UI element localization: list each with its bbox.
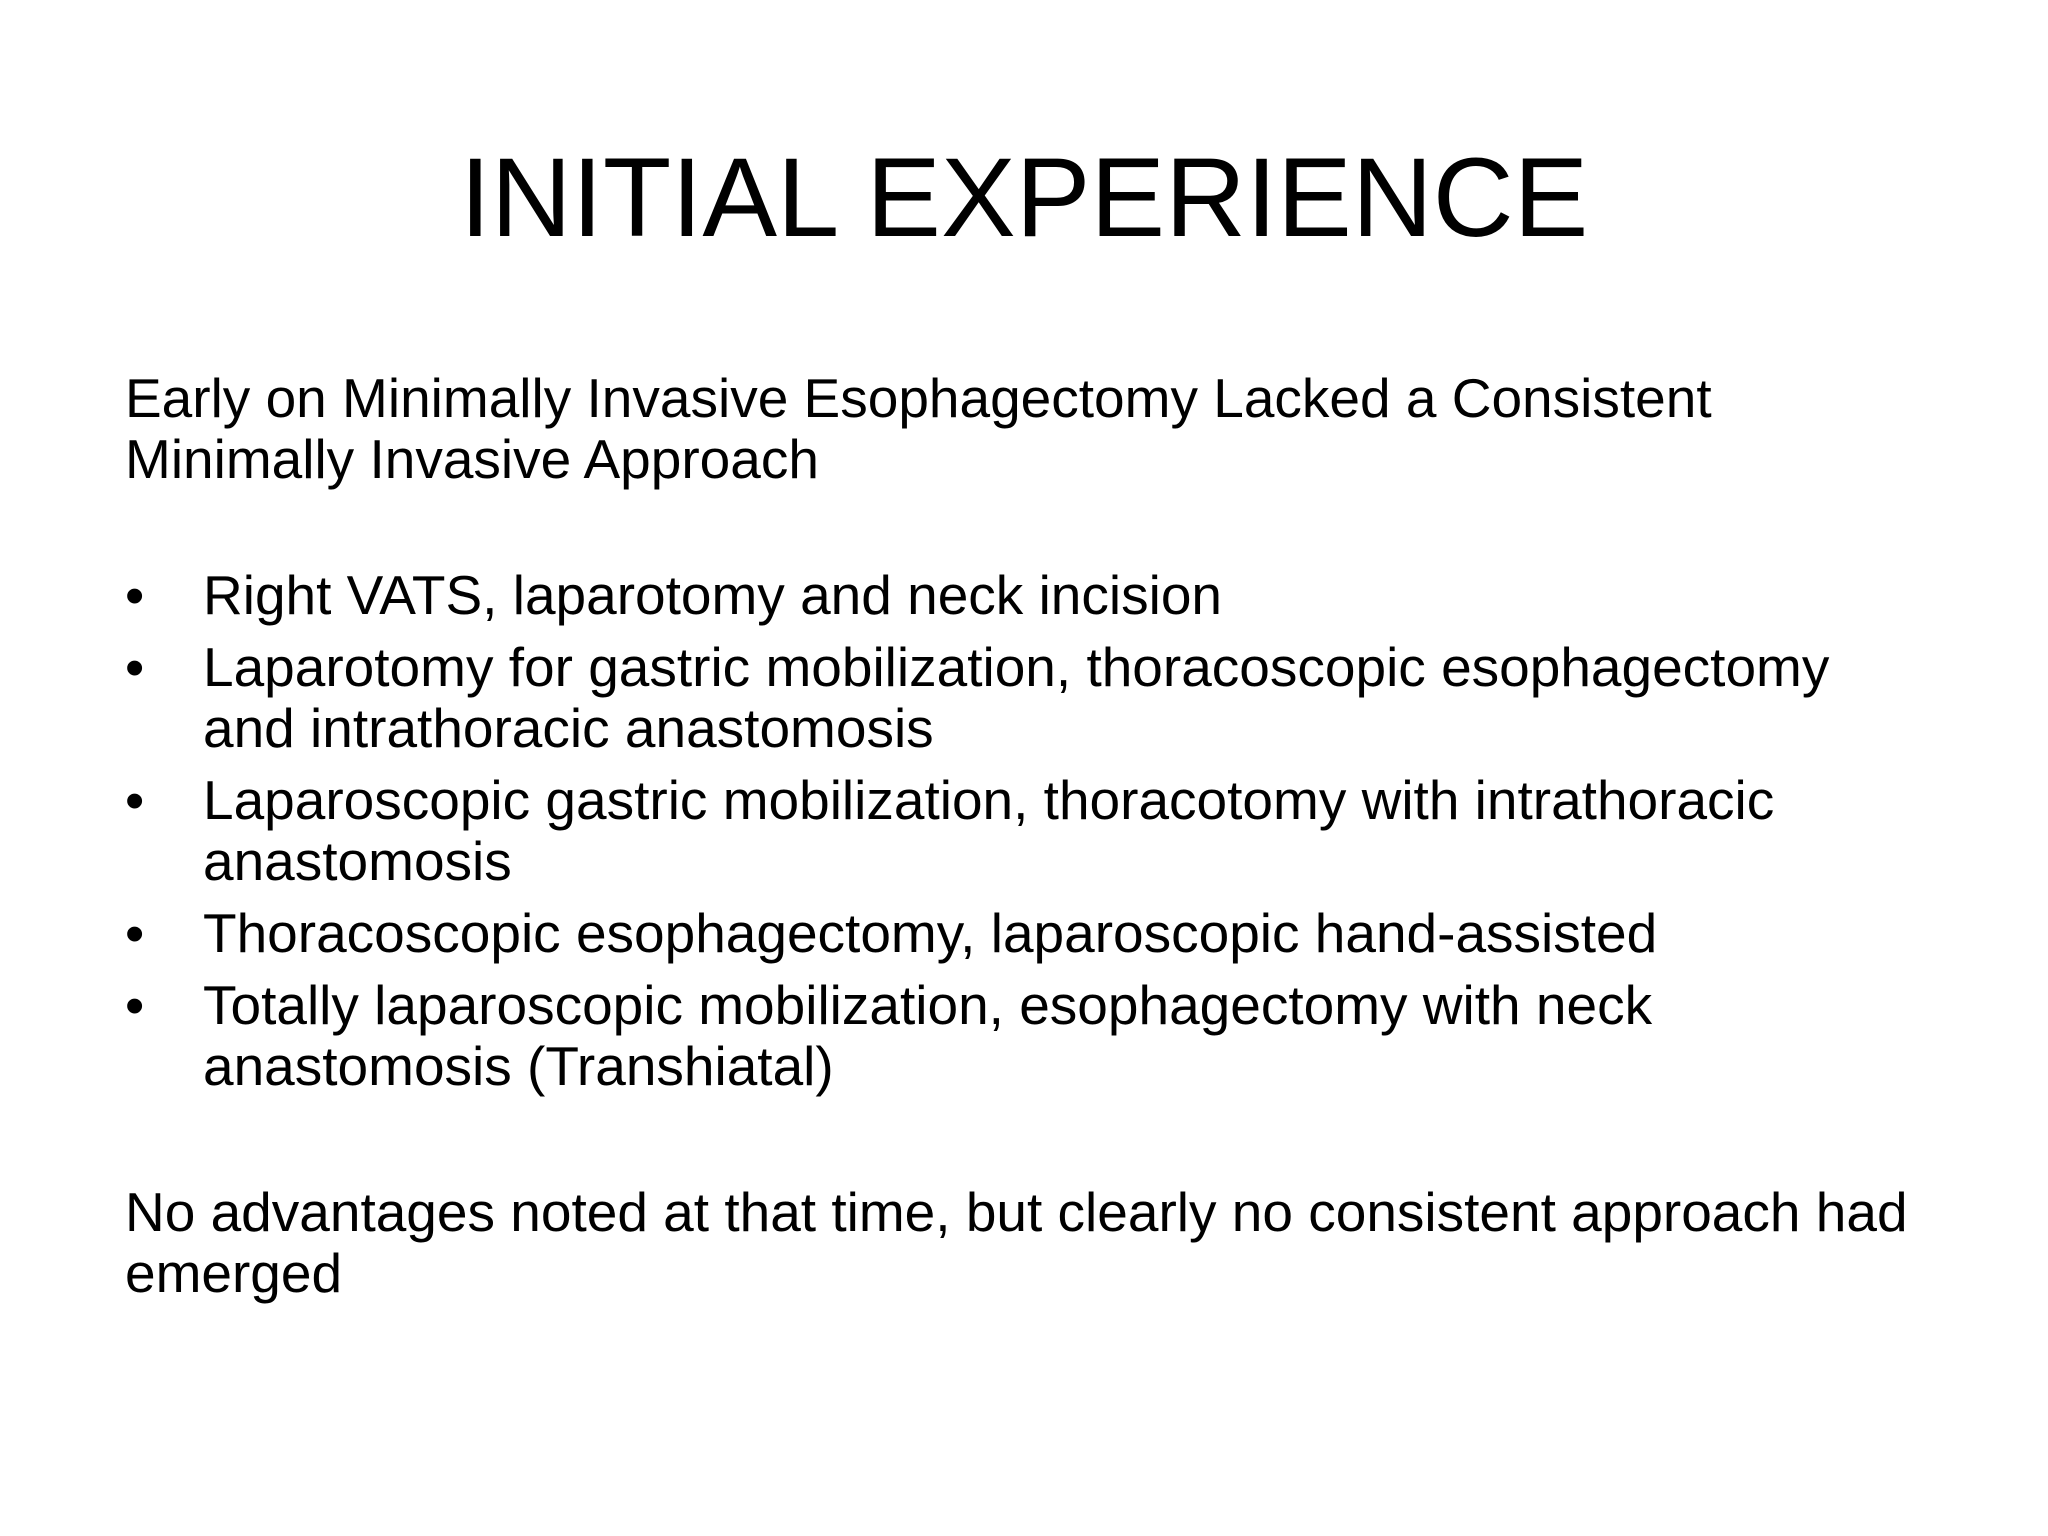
bullet-item [125, 637, 1925, 759]
intro-paragraph: Early on Minimally Invasive Esophagectomy Lacked a Consistent Minimally Invasive Approach [125, 367, 1712, 490]
bullet-list [125, 565, 1925, 1097]
bullet-icon: • [125, 974, 145, 1036]
bullet-icon: • [125, 769, 145, 831]
bullet-item [125, 975, 1925, 1097]
bullet-icon: • [125, 564, 145, 626]
bullet-text: Right VATS, laparotomy and neck incision [203, 564, 1223, 626]
bullet-icon: • [125, 636, 145, 698]
bullet-icon: • [125, 902, 145, 964]
bullet-text: Totally laparoscopic mobilization, esophagectomy with neck anastomosis (Transhiatal) [203, 974, 1653, 1097]
bullet-item [125, 770, 1925, 892]
conclusion-paragraph: No advantages noted at that time, but clearly no consistent approach had emerged [125, 1181, 1908, 1304]
bullet-item [125, 565, 1925, 626]
bullet-text: Laparoscopic gastric mobilization, thoracotomy with intrathoracic anastomosis [203, 769, 1775, 892]
bullet-item [125, 903, 1925, 964]
slide-title: INITIAL EXPERIENCE [459, 135, 1589, 260]
bullet-text: Laparotomy for gastric mobilization, thoracoscopic esophagectomy and intrathoracic anastomosis [203, 636, 1830, 759]
bullet-text: Thoracoscopic esophagectomy, laparoscopic hand-assisted [203, 902, 1658, 964]
slide-body [125, 368, 1925, 1304]
